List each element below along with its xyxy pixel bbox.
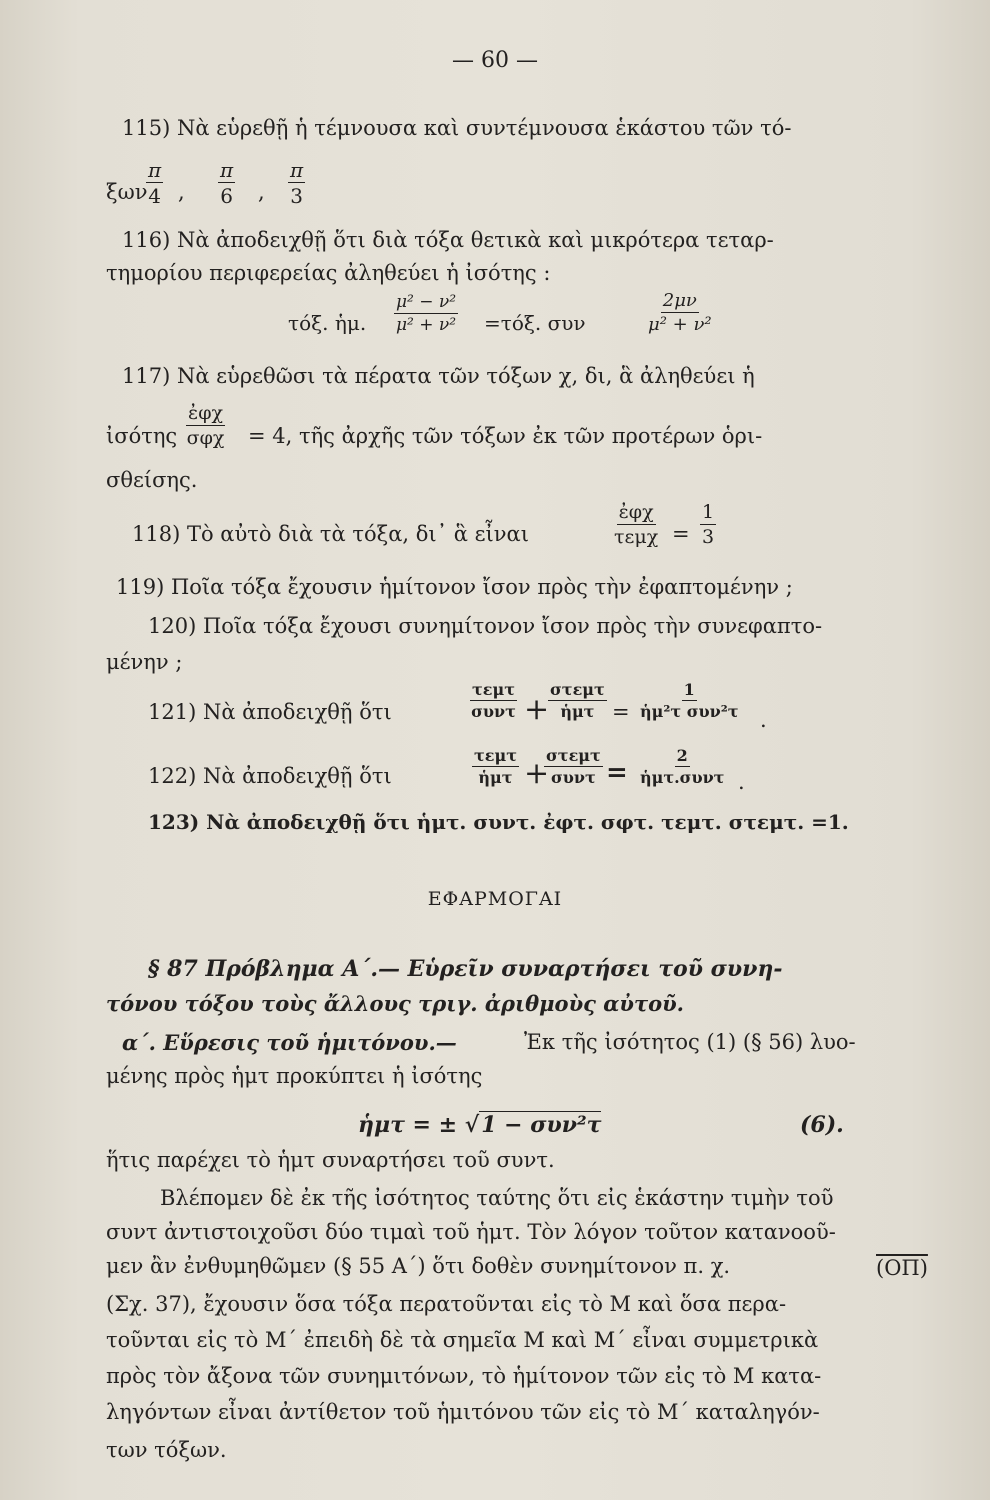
exercise-117-isotis: ἰσότης bbox=[106, 424, 178, 448]
exercise-115-cont: ξων bbox=[106, 180, 148, 204]
paragraph-line-6: πρὸς τὸν ἄξονα τῶν συνημιτόνων, τὸ ἡμίτονον τῶν εἰς τὸ Μ κατα- bbox=[106, 1364, 822, 1388]
fraction-efx-sfx: ἐφχ σφχ bbox=[186, 402, 225, 449]
paragraph-line-3: μεν ἂν ἐνθυμηθῶμεν (§ 55 Α΄) ὅτι δοθὲν συνημίτονον π. χ. bbox=[106, 1254, 731, 1278]
period: . bbox=[738, 770, 745, 794]
fraction-stemt-imt: στεμτ ἡμτ bbox=[550, 680, 605, 721]
fraction-temt-synt: τεμτ συντ bbox=[471, 680, 516, 721]
after-formula: ἥτις παρέχει τὸ ἡμτ συναρτήσει τοῦ συντ. bbox=[106, 1148, 555, 1172]
section-87-title: § 87 Πρόβλημα Α΄.— Εὑρεῖν συναρτήσει τοῦ συνη- bbox=[148, 956, 783, 982]
equals: = bbox=[606, 758, 628, 788]
equals: = bbox=[672, 522, 690, 546]
fraction-2mn: $\frac{2\mu\nu}{\text{μ² + ν²}}$ bbox=[648, 290, 712, 335]
paragraph-line-1: Βλέπομεν δὲ ἐκ τῆς ἰσότητος ταύτης ὅτι εἰς ἑκάστην τιμὴν τοῦ bbox=[160, 1186, 834, 1210]
fraction-1-im2syn2: 1 ἡμ²τ συν²τ bbox=[640, 680, 739, 721]
segment-op bbox=[876, 1256, 928, 1280]
comma: , bbox=[258, 180, 265, 204]
exercise-115: 115) Νὰ εὑρεθῇ ἡ τέμνουσα καὶ συντέμνουσα ἑκάστου τῶν τό- bbox=[122, 116, 792, 140]
plus: + bbox=[524, 756, 550, 791]
exercise-120: 120) Ποῖα τόξα ἔχουσι συνημίτονον ἴσον πρὸς τὴν συνεφαπτο- bbox=[148, 614, 823, 638]
fraction-2-imtsynt: 2 ἡμτ.συντ bbox=[640, 746, 725, 787]
page-number: — 60 — bbox=[452, 48, 538, 73]
exercise-116-cont: τημορίου περιφερείας ἀληθεύει ἡ ἰσότης : bbox=[106, 261, 551, 285]
fraction-pi-6: $\frac{\pi}{6}$ bbox=[220, 158, 234, 208]
comma: , bbox=[178, 180, 185, 204]
formula-lhs: ἡμτ = ± √ bbox=[358, 1112, 480, 1138]
segment-op-label: (ΟΠ) bbox=[876, 1256, 928, 1280]
paragraph-line-8: των τόξων. bbox=[106, 1438, 227, 1462]
exercise-116: 116) Νὰ ἀποδειχθῇ ὅτι διὰ τόξα θετικὰ καὶ μικρότερα τεταρ- bbox=[122, 228, 774, 252]
fraction-efx-temx: ἐφχ τεμχ bbox=[614, 501, 659, 548]
exercise-117: 117) Νὰ εὑρεθῶσι τὰ πέρατα τῶν τόξων χ, δι, ἃ ἀληθεύει ἡ bbox=[122, 364, 755, 388]
formula-6 bbox=[358, 1112, 601, 1138]
formula-label: (6). bbox=[800, 1112, 844, 1138]
subsection-alpha-title: α΄. Εὕρεσις τοῦ ἡμιτόνου.— bbox=[122, 1030, 457, 1055]
paragraph-line-5: τοῦνται εἰς τὸ Μ΄ ἐπειδὴ δὲ τὰ σημεῖα Μ καὶ Μ΄ εἶναι συμμετρικὰ bbox=[106, 1328, 819, 1352]
fraction-pi-3: $\frac{\pi}{3}$ bbox=[290, 158, 304, 208]
exercise-120-cont: μένην ; bbox=[106, 650, 183, 674]
section-87-title-cont: τόνου τόξου τοὺς ἄλλους τριγ. ἀριθμοὺς αὐτοῦ. bbox=[106, 991, 684, 1016]
fraction-1-3: $\frac{1}{3}$ bbox=[702, 501, 715, 548]
paragraph-line-4: (Σχ. 37), ἔχουσιν ὅσα τόξα περατοῦνται εἰς τὸ Μ καὶ ὅσα περα- bbox=[106, 1292, 787, 1316]
paragraph-line-7: ληγόντων εἶναι ἀντίθετον τοῦ ἡμιτόνου τῶν εἰς τὸ Μ΄ καταληγόν- bbox=[106, 1400, 820, 1424]
exercise-122: 122) Νὰ ἀποδειχθῇ ὅτι bbox=[148, 764, 392, 788]
section-heading: ΕΦΑΡΜΟΓΑΙ bbox=[427, 888, 563, 910]
exercise-117-after: = 4, τῆς ἀρχῆς τῶν τόξων ἐκ τῶν προτέρων ὁρι- bbox=[248, 424, 763, 448]
exercise-121: 121) Νὰ ἀποδειχθῇ ὅτι bbox=[148, 700, 392, 724]
exercise-116-lhs: τόξ. ἡμ. bbox=[288, 311, 367, 335]
paragraph-line-2: συντ ἀντιστοιχοῦσι δύο τιμαὶ τοῦ ἡμτ. Τὸν λόγον τοῦτον κατανοοῦ- bbox=[106, 1220, 836, 1244]
plus: + bbox=[524, 692, 550, 727]
subsection-alpha-text: Ἐκ τῆς ἰσότητος (1) (§ 56) λυο- bbox=[524, 1030, 856, 1054]
fraction-m2-n2: $\frac{\text{μ² − ν²}}{\text{μ² + ν²}}$ bbox=[396, 292, 457, 335]
period: . bbox=[760, 708, 767, 732]
exercise-119: 119) Ποῖα τόξα ἔχουσιν ἡμίτονον ἴσον πρὸς τὴν ἐφαπτομένην ; bbox=[116, 575, 793, 599]
exercise-118: 118) Τὸ αὐτὸ διὰ τὰ τόξα, δι᾽ ἃ εἶναι bbox=[132, 522, 529, 546]
exercise-117-cont: σθείσης. bbox=[106, 468, 198, 492]
fraction-temt-imt: τεμτ ἡμτ bbox=[474, 746, 517, 787]
fraction-pi-4: $\frac{\pi}{4}$ bbox=[148, 158, 162, 208]
fraction-stemt-synt: στεμτ συντ bbox=[546, 746, 601, 787]
equals: = bbox=[612, 700, 630, 724]
exercise-116-eq: =τόξ. συν bbox=[484, 311, 586, 335]
formula-radicand: 1 − συν²τ bbox=[481, 1112, 602, 1138]
subsection-alpha-cont: μένης πρὸς ἡμτ προκύπτει ἡ ἰσότης bbox=[106, 1064, 483, 1088]
exercise-123: 123) Νὰ ἀποδειχθῇ ὅτι ἡμτ. συντ. ἐφτ. σφτ. τεμτ. στεμτ. =1. bbox=[148, 810, 849, 834]
